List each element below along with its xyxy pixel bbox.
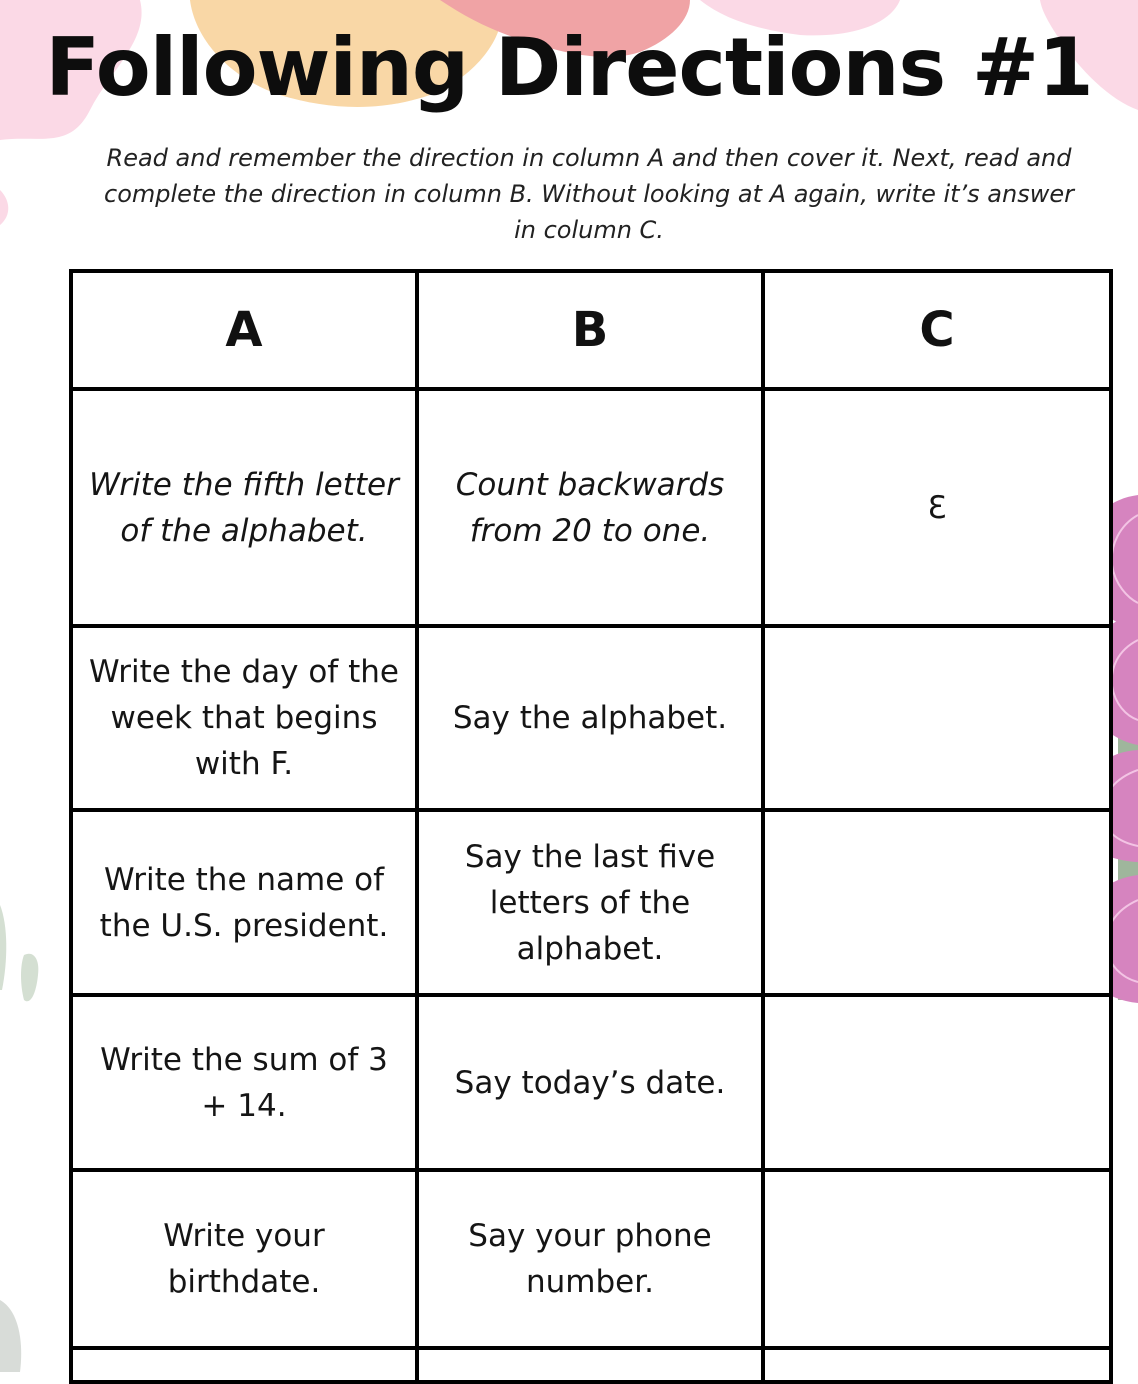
answer-c-cell[interactable]	[763, 1348, 1111, 1382]
direction-b-cell: Say the alphabet.	[417, 626, 763, 810]
column-header-c: C	[763, 271, 1111, 389]
direction-a-cell: Write the day of the week that begins with F.	[71, 626, 417, 810]
table-row	[71, 626, 1111, 810]
direction-a-cell: Write your birthdate.	[71, 1170, 417, 1348]
table-row	[71, 995, 1111, 1170]
answer-c-cell[interactable]	[763, 626, 1111, 810]
header-row	[71, 271, 1111, 389]
direction-b-cell: Say today’s date.	[417, 995, 763, 1170]
table-row	[71, 810, 1111, 995]
column-header-a: A	[71, 271, 417, 389]
answer-c-cell[interactable]	[763, 1170, 1111, 1348]
column-header-b: B	[417, 271, 763, 389]
answer-c-cell[interactable]	[763, 995, 1111, 1170]
direction-b-cell: Count backwards from 20 to one.	[417, 389, 763, 626]
direction-a-cell: Write the sum of 3 + 14.	[71, 995, 417, 1170]
direction-a-cell: Write the name of the U.S. president.	[71, 810, 417, 995]
table-row	[71, 1348, 1111, 1382]
direction-a-cell	[71, 1348, 417, 1382]
table-row	[71, 389, 1111, 626]
direction-b-cell	[417, 1348, 763, 1382]
leaf-decoration	[0, 905, 38, 1372]
direction-b-cell: Say your phone number.	[417, 1170, 763, 1348]
answer-c-cell[interactable]: Ɛ	[763, 389, 1111, 626]
directions-table	[69, 269, 1113, 1384]
direction-a-cell: Write the fifth letter of the alphabet.	[71, 389, 417, 626]
table-row	[71, 1170, 1111, 1348]
instructions-text: Read and remember the direction in column A and then cover it. Next, read and complete the direction in column B. Without looking at A again, write it’s answer in column C.	[104, 144, 1074, 244]
answer-c-cell[interactable]	[763, 810, 1111, 995]
direction-b-cell: Say the last five letters of the alphabet.	[417, 810, 763, 995]
page-title: Following Directions #1	[45, 21, 1093, 114]
